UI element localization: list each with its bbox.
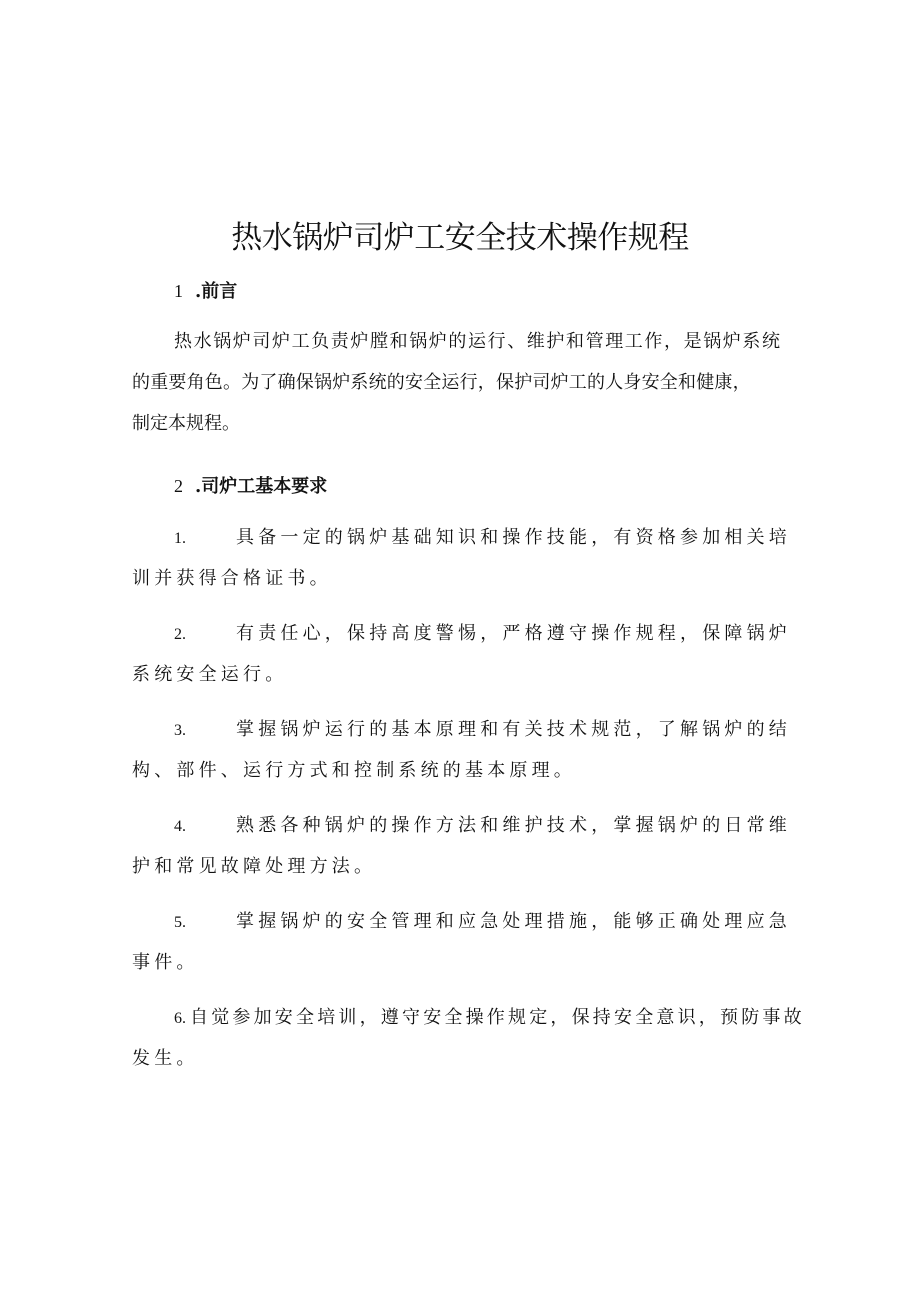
item-marker: 4.	[174, 818, 186, 835]
requirement-item-2	[132, 613, 791, 695]
item-text: 有责任心，保持高度警惕，严格遵守操作规程，保障锅炉	[236, 623, 791, 644]
preface-paragraph	[174, 321, 782, 362]
item-text: 掌握锅炉的安全管理和应急处理措施，能够正确处理应急	[236, 911, 791, 932]
item-marker: 5.	[174, 914, 186, 931]
document-title: 热水锅炉司炉工安全技术操作规程	[231, 220, 689, 256]
item-text: 掌握锅炉运行的基本原理和有关技术规范，了解锅炉的结	[236, 719, 791, 740]
item-text-cont: 构、部件、运行方式和控制系统的基本原理。	[132, 760, 576, 781]
requirement-item-5	[132, 901, 791, 983]
paragraph-line: 制定本规程。	[132, 413, 240, 434]
item-text-cont: 发生。	[132, 1048, 199, 1069]
item-text-cont: 训并获得合格证书。	[132, 568, 332, 589]
item-marker: 2.	[174, 626, 186, 643]
item-text: 具备一定的锅炉基础知识和操作技能，有资格参加相关培	[236, 527, 791, 548]
section-heading-preface	[174, 279, 237, 304]
preface-paragraph-cont	[132, 362, 751, 444]
paragraph-line: 的重要角色。为了确保锅炉系统的安全运行，保护司炉工的人身安全和健康，	[132, 372, 751, 393]
item-marker: 6.	[174, 1010, 186, 1027]
item-text-cont: 系统安全运行。	[132, 664, 288, 685]
section-number: 2	[174, 476, 183, 496]
paragraph-line: 热水锅炉司炉工负责炉膛和锅炉的运行、维护和管理工作，是锅炉系统	[174, 331, 782, 352]
requirement-item-1	[132, 517, 791, 599]
item-text: 熟悉各种锅炉的操作方法和维护技术，掌握锅炉的日常维	[236, 815, 791, 836]
item-marker: 3.	[174, 722, 186, 739]
section-label: .司炉工基本要求	[195, 476, 328, 497]
section-heading-requirements	[174, 474, 327, 499]
requirement-item-3	[132, 709, 791, 791]
item-text: 自觉参加安全培训，遵守安全操作规定，保持安全意识，预防事故	[190, 1007, 805, 1028]
item-text-cont: 护和常见故障处理方法。	[132, 856, 377, 877]
requirement-item-6	[132, 997, 805, 1079]
section-label: .前言	[195, 281, 238, 302]
item-marker: 1.	[174, 530, 186, 547]
requirement-item-4	[132, 805, 791, 887]
section-number: 1	[174, 281, 183, 301]
item-text-cont: 事件。	[132, 952, 199, 973]
